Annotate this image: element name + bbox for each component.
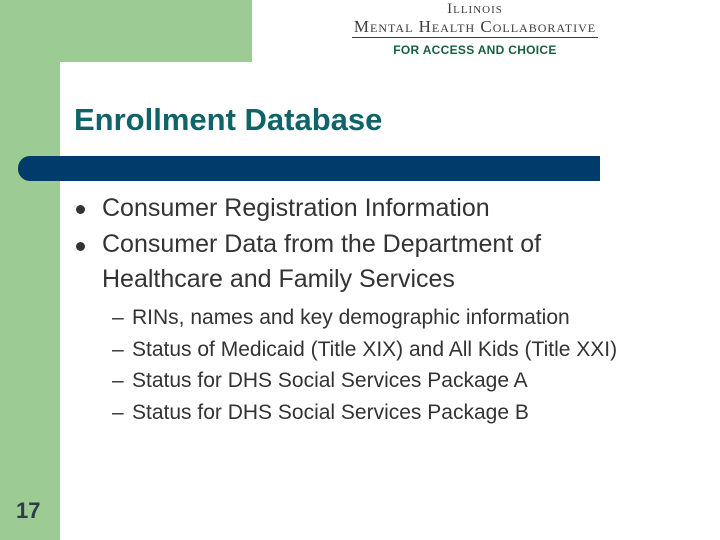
main-bullet-list [74, 190, 634, 297]
sub-bullet-item [112, 365, 652, 397]
sub-bullet-item [112, 397, 652, 429]
bullet-text: Consumer Registration Information [102, 194, 490, 222]
sub-bullet-text: Status of Medicaid (Title XIX) and All Kids (Title XXI) [132, 338, 618, 361]
dash-marker: – [112, 338, 124, 361]
sub-bullet-item [112, 334, 652, 365]
bullet-dot-icon [76, 242, 85, 251]
logo-line-illinois: Illinois [447, 1, 503, 17]
dash-marker: – [112, 401, 124, 424]
sub-bullet-text: RINs, names and key demographic information [132, 306, 570, 329]
page-number: 17 [16, 498, 41, 523]
bullet-item [74, 227, 634, 297]
sub-bullet-list [112, 302, 652, 429]
sub-bullet-item [112, 302, 652, 334]
logo-tagline: FOR ACCESS AND CHOICE [393, 43, 557, 57]
organization-logo [300, 2, 650, 62]
dash-marker: – [112, 306, 124, 329]
title-underline-bar [18, 156, 600, 181]
sub-bullet-text: Status for DHS Social Services Package A [132, 369, 528, 392]
green-frame-side [0, 0, 60, 540]
bullet-item [74, 190, 634, 227]
slide-title: Enrollment Database [74, 102, 383, 137]
logo-line-collaborative: Mental Health Collaborative [353, 17, 597, 36]
bullet-text: Consumer Data from the Department of Healthcare and Family Services [102, 230, 542, 293]
dash-marker: – [112, 369, 124, 392]
bullet-dot-icon [76, 205, 85, 214]
sub-bullet-text: Status for DHS Social Services Package B [132, 401, 529, 424]
